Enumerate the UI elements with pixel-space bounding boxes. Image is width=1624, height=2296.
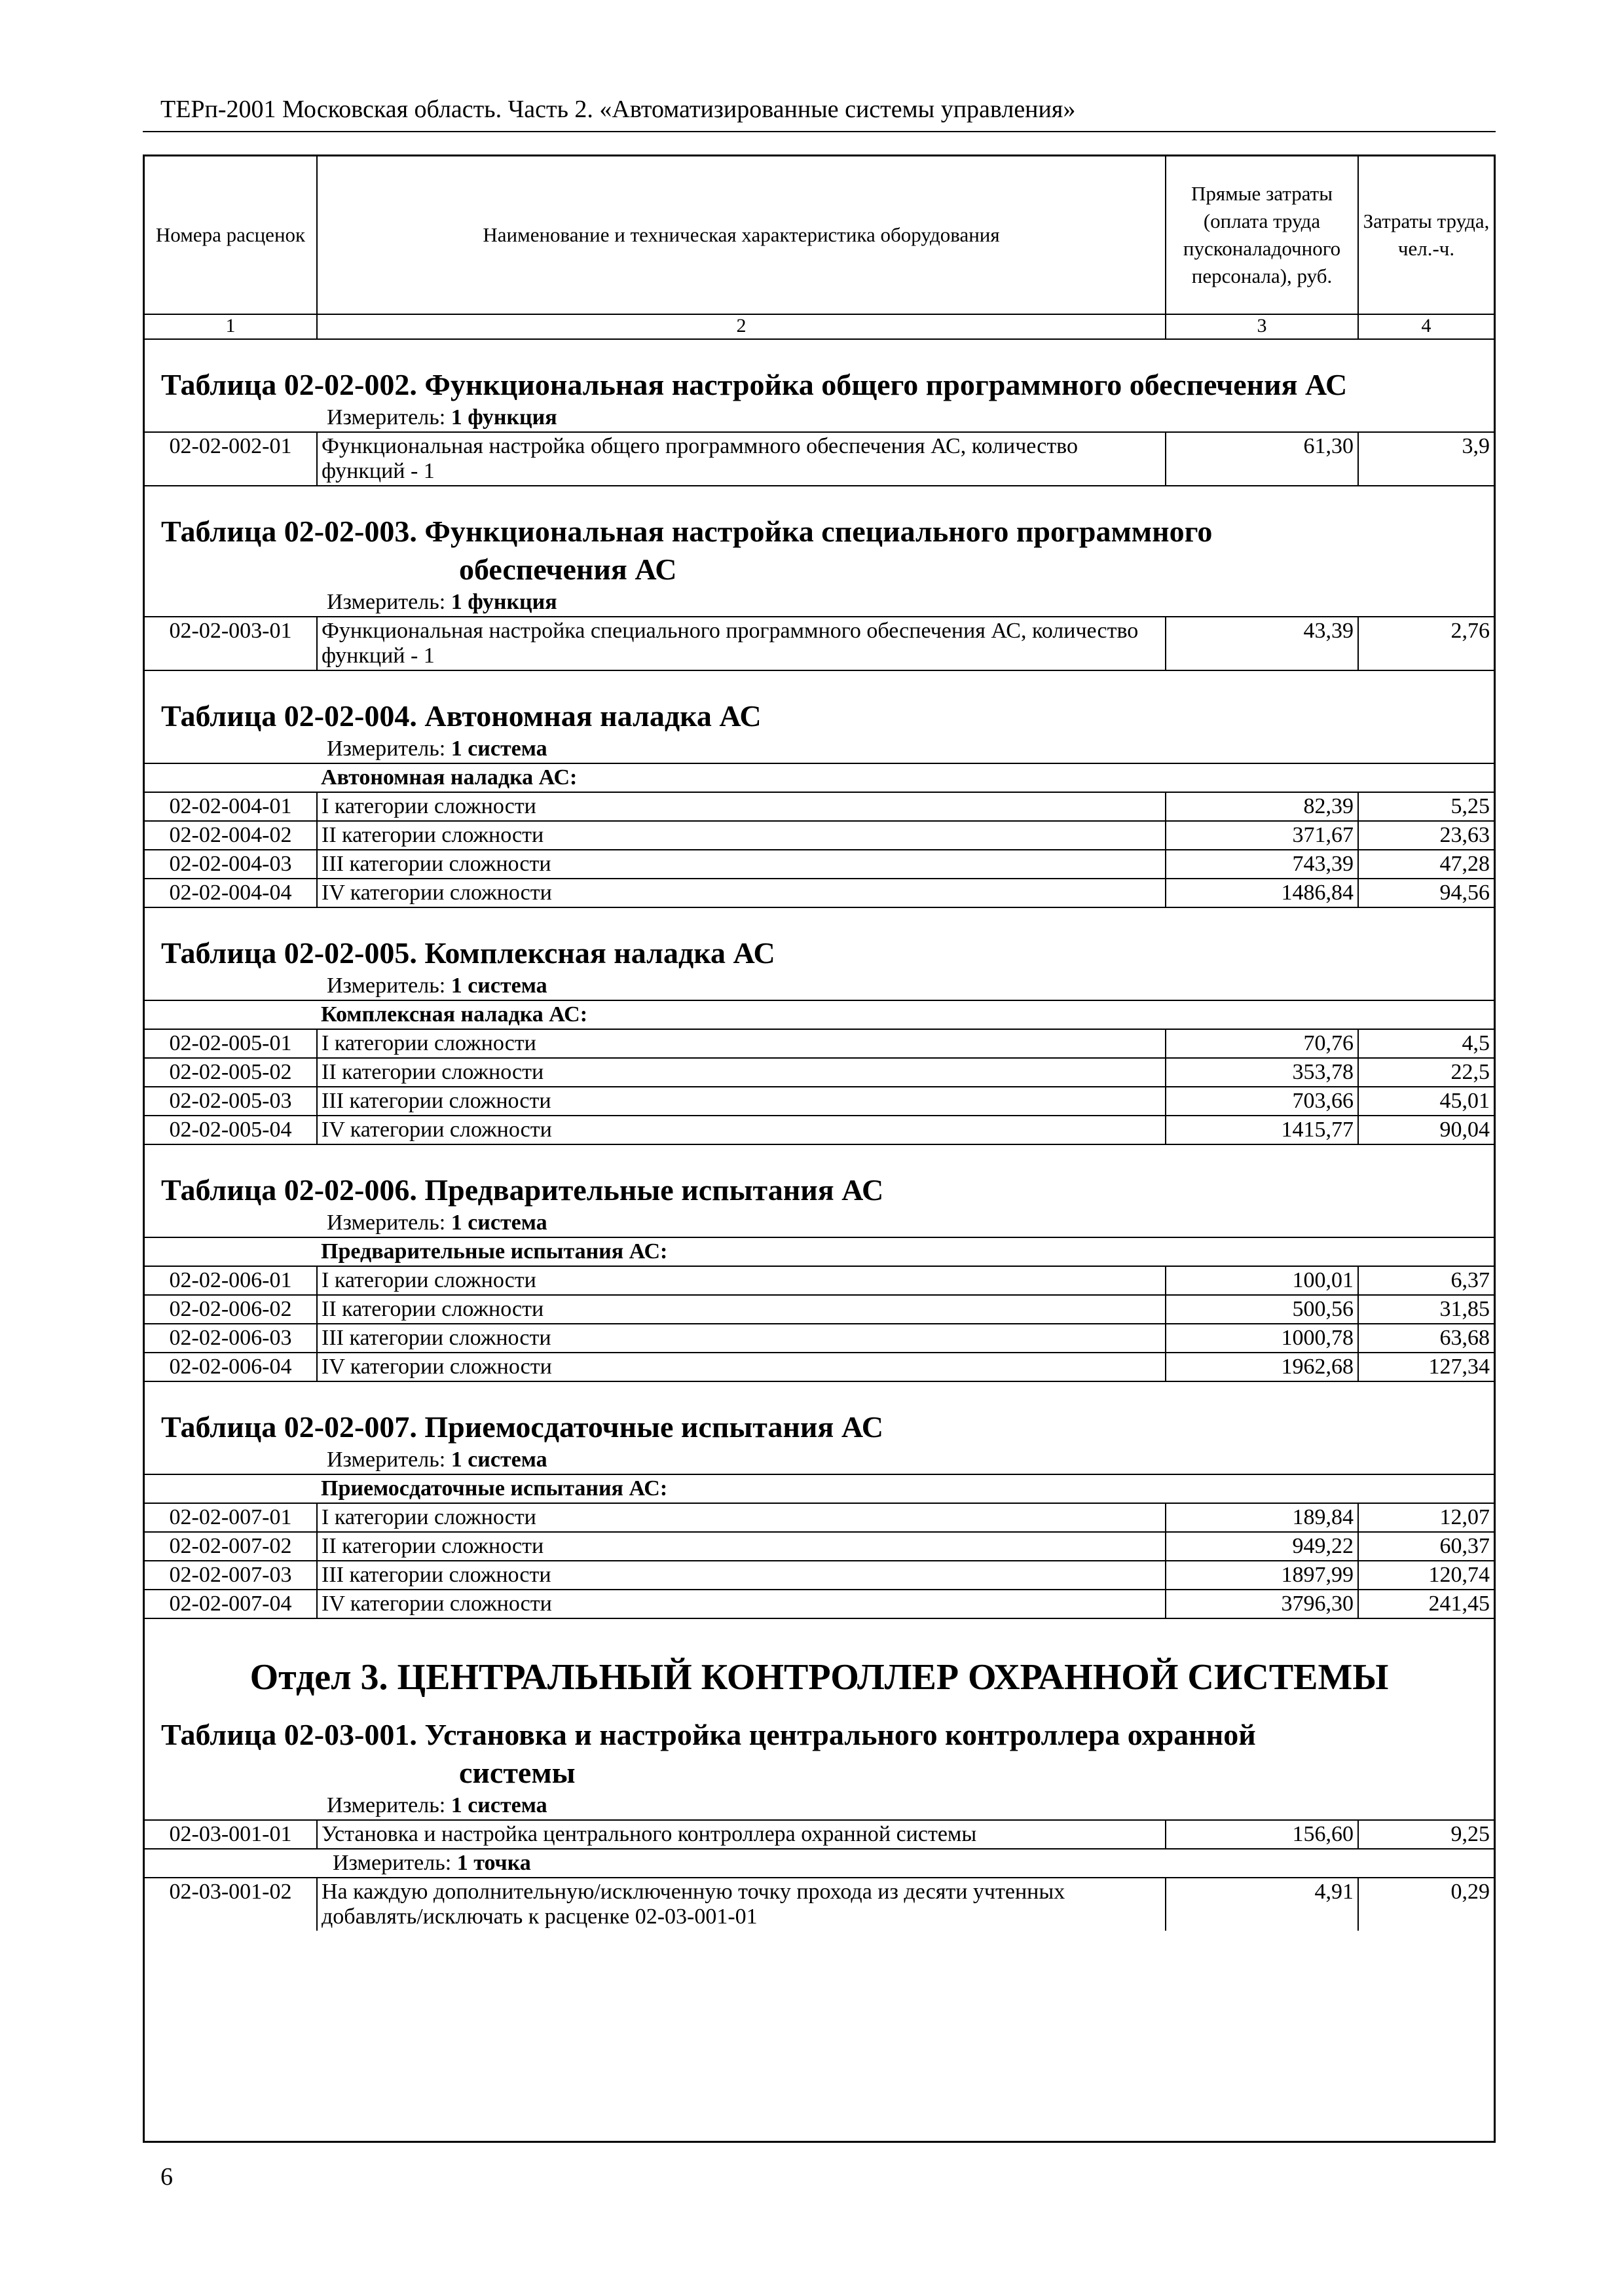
measure-label: Измеритель: (327, 737, 446, 761)
rate-labor: 60,37 (1358, 1532, 1494, 1561)
rate-cost: 4,91 (1166, 1878, 1358, 1931)
subhead-row (145, 1237, 1494, 1266)
rate-cost: 3796,30 (1166, 1590, 1358, 1618)
rate-code: 02-02-006-04 (145, 1353, 317, 1381)
rate-labor: 22,5 (1358, 1058, 1494, 1087)
measure-line (145, 1446, 1494, 1474)
rate-labor: 31,85 (1358, 1295, 1494, 1324)
measure-unit: 1 точка (456, 1851, 531, 1875)
table-row (145, 1590, 1494, 1618)
table-row (145, 1295, 1494, 1324)
rate-labor: 2,76 (1358, 617, 1494, 670)
rate-code: 02-02-003-01 (145, 617, 317, 670)
measure-label: Измеритель: (327, 1793, 446, 1817)
rate-cost: 82,39 (1166, 792, 1358, 821)
col-header-labor: Затраты труда, чел.-ч. (1358, 156, 1494, 314)
rate-cost: 1486,84 (1166, 879, 1358, 907)
col-header-name: Наименование и техническая характеристика оборудования (317, 156, 1166, 314)
table-row (145, 617, 1494, 670)
table-row (145, 1503, 1494, 1532)
rate-labor: 47,28 (1358, 850, 1494, 879)
header-rule (143, 131, 1496, 132)
rate-code: 02-02-006-03 (145, 1324, 317, 1353)
table-row (145, 792, 1494, 821)
rate-name: III категории сложности (317, 1324, 1166, 1353)
rate-code: 02-02-007-03 (145, 1561, 317, 1590)
rate-name: IV категории сложности (317, 1116, 1166, 1144)
group-subhead: Предварительные испытания АС: (317, 1237, 1494, 1266)
rate-name: IV категории сложности (317, 1590, 1166, 1618)
measure-line (145, 1792, 1494, 1819)
rate-code: 02-02-007-04 (145, 1590, 317, 1618)
rate-name: III категории сложности (317, 1087, 1166, 1116)
rate-cost: 100,01 (1166, 1266, 1358, 1295)
table-row (145, 1087, 1494, 1116)
rate-labor: 4,5 (1358, 1029, 1494, 1058)
rate-code: 02-02-006-02 (145, 1295, 317, 1324)
rate-labor: 6,37 (1358, 1266, 1494, 1295)
rate-labor: 241,45 (1358, 1590, 1494, 1618)
measure-label: Измеритель: (327, 974, 446, 998)
table-row (145, 879, 1494, 907)
rate-name: I категории сложности (317, 1503, 1166, 1532)
measure-line (317, 1849, 1494, 1878)
column-number-row (145, 314, 1494, 339)
measure-unit: 1 система (451, 1211, 547, 1235)
rate-code: 02-03-001-02 (145, 1878, 317, 1931)
rate-name: На каждую дополнительную/исключенную точку прохода из десяти учтенных добавлять/исключать к расценке 02-03-001-01 (317, 1878, 1166, 1931)
table-title-row (145, 339, 1494, 432)
table-title: Таблица 02-02-002. Функциональная настройка общего программного обеспечения АС (161, 368, 1348, 401)
measure-unit: 1 система (451, 737, 547, 761)
rate-code: 02-02-005-03 (145, 1087, 317, 1116)
measure-label: Измеритель: (333, 1851, 452, 1875)
col-number: 1 (145, 314, 317, 339)
measure-row (145, 1849, 1494, 1878)
rate-labor: 63,68 (1358, 1324, 1494, 1353)
rate-cost: 500,56 (1166, 1295, 1358, 1324)
group-subhead: Комплексная наладка АС: (317, 1000, 1494, 1029)
rate-name: III категории сложности (317, 850, 1166, 879)
table-row (145, 432, 1494, 486)
measure-unit: 1 система (451, 1448, 547, 1472)
rate-name: I категории сложности (317, 792, 1166, 821)
measure-label: Измеритель: (327, 590, 446, 614)
table-title: Таблица 02-02-004. Автономная наладка АС (161, 699, 762, 733)
group-subhead: Приемосдаточные испытания АС: (317, 1474, 1494, 1503)
measure-label: Измеритель: (327, 1211, 446, 1235)
rate-cost: 1962,68 (1166, 1353, 1358, 1381)
rate-cost: 156,60 (1166, 1820, 1358, 1849)
rate-cost: 1897,99 (1166, 1561, 1358, 1590)
subhead-row (145, 1474, 1494, 1503)
rate-cost: 61,30 (1166, 432, 1358, 486)
rate-code: 02-02-007-01 (145, 1503, 317, 1532)
rate-code: 02-02-006-01 (145, 1266, 317, 1295)
table-title (145, 486, 1494, 589)
rate-name: II категории сложности (317, 1058, 1166, 1087)
table-title-row (145, 907, 1494, 1000)
table-title-line: Таблица 02-02-003. Функциональная настройка специального программного (161, 515, 1213, 548)
group-subhead: Автономная наладка АС: (317, 763, 1494, 792)
measure-line (145, 735, 1494, 763)
rate-labor: 127,34 (1358, 1353, 1494, 1381)
rate-labor: 120,74 (1358, 1561, 1494, 1590)
division-title-row (145, 1618, 1494, 1820)
rate-name: Функциональная настройка специального программного обеспечения АС, количество функций - 1 (317, 617, 1166, 670)
rate-labor: 94,56 (1358, 879, 1494, 907)
rate-labor: 0,29 (1358, 1878, 1494, 1931)
division-title: Отдел 3. ЦЕНТРАЛЬНЫЙ КОНТРОЛЛЕР ОХРАННОЙ СИСТЕМЫ (249, 1657, 1389, 1698)
rate-name: II категории сложности (317, 1532, 1166, 1561)
table-row (145, 1353, 1494, 1381)
rate-name: Функциональная настройка общего программного обеспечения АС, количество функций - 1 (317, 432, 1166, 486)
measure-unit: 1 система (451, 974, 547, 998)
table-title: Таблица 02-02-007. Приемосдаточные испытания АС (161, 1410, 883, 1444)
rate-name: I категории сложности (317, 1029, 1166, 1058)
rate-labor: 45,01 (1358, 1087, 1494, 1116)
table-title: Таблица 02-02-006. Предварительные испытания АС (161, 1173, 884, 1207)
table-title (145, 1707, 1494, 1792)
measure-line (145, 589, 1494, 616)
measure-line (145, 404, 1494, 431)
rate-labor: 23,63 (1358, 821, 1494, 850)
subhead-row (145, 1000, 1494, 1029)
measure-unit: 1 функция (451, 405, 557, 429)
rate-cost: 703,66 (1166, 1087, 1358, 1116)
table-title-row (145, 1144, 1494, 1237)
rate-cost: 371,67 (1166, 821, 1358, 850)
table-title-row (145, 486, 1494, 617)
rate-name: III категории сложности (317, 1561, 1166, 1590)
table-row (145, 1266, 1494, 1295)
table-title-row (145, 1381, 1494, 1474)
table-row (145, 1116, 1494, 1144)
measure-label: Измеритель: (327, 405, 446, 429)
measure-label: Измеритель: (327, 1448, 446, 1472)
column-header-row (145, 156, 1494, 314)
rate-cost: 949,22 (1166, 1532, 1358, 1561)
rate-name: II категории сложности (317, 1295, 1166, 1324)
col-header-cost: Прямые затраты (оплата труда пусконаладочного персонала), руб. (1166, 156, 1358, 314)
measure-line (145, 1209, 1494, 1237)
table-row (145, 1820, 1494, 1849)
rate-name: Установка и настройка центрального контроллера охранной системы (317, 1820, 1166, 1849)
rate-code: 02-02-004-03 (145, 850, 317, 879)
table-row (145, 1532, 1494, 1561)
rate-name: I категории сложности (317, 1266, 1166, 1295)
rate-cost: 1000,78 (1166, 1324, 1358, 1353)
table-title-line: системы (459, 1756, 576, 1789)
rate-cost: 70,76 (1166, 1029, 1358, 1058)
rate-name: IV категории сложности (317, 879, 1166, 907)
page-number: 6 (160, 2163, 173, 2191)
rate-code: 02-02-004-04 (145, 879, 317, 907)
table-row (145, 1058, 1494, 1087)
rate-labor: 12,07 (1358, 1503, 1494, 1532)
table-row (145, 850, 1494, 879)
rate-cost: 43,39 (1166, 617, 1358, 670)
measure-line (145, 972, 1494, 1000)
rate-name: IV категории сложности (317, 1353, 1166, 1381)
rate-code: 02-02-005-02 (145, 1058, 317, 1087)
table-row (145, 1029, 1494, 1058)
rate-code: 02-02-007-02 (145, 1532, 317, 1561)
rate-code: 02-02-004-02 (145, 821, 317, 850)
rate-labor: 5,25 (1358, 792, 1494, 821)
rate-cost: 353,78 (1166, 1058, 1358, 1087)
rate-cost: 189,84 (1166, 1503, 1358, 1532)
table-title: Таблица 02-02-005. Комплексная наладка АС (161, 936, 775, 970)
table-row (145, 1324, 1494, 1353)
rate-code: 02-02-002-01 (145, 432, 317, 486)
running-header: ТЕРп-2001 Московская область. Часть 2. «Автоматизированные системы управления» (160, 96, 1076, 123)
rate-name: II категории сложности (317, 821, 1166, 850)
measure-unit: 1 система (451, 1793, 547, 1817)
col-number: 4 (1358, 314, 1494, 339)
table-title-row (145, 670, 1494, 763)
table-title-line: Таблица 02-03-001. Установка и настройка центрального контроллера охранной (161, 1718, 1256, 1751)
rate-code: 02-02-005-04 (145, 1116, 317, 1144)
rates-table (145, 156, 1494, 1931)
rates-table-frame (143, 155, 1496, 2143)
rate-labor: 9,25 (1358, 1820, 1494, 1849)
table-title-line: обеспечения АС (459, 553, 677, 586)
rate-code: 02-03-001-01 (145, 1820, 317, 1849)
col-number: 2 (317, 314, 1166, 339)
table-row (145, 1878, 1494, 1931)
table-row (145, 1561, 1494, 1590)
rate-cost: 743,39 (1166, 850, 1358, 879)
col-number: 3 (1166, 314, 1358, 339)
rate-code: 02-02-005-01 (145, 1029, 317, 1058)
rate-labor: 90,04 (1358, 1116, 1494, 1144)
rate-cost: 1415,77 (1166, 1116, 1358, 1144)
measure-unit: 1 функция (451, 590, 557, 614)
rate-labor: 3,9 (1358, 432, 1494, 486)
subhead-row (145, 763, 1494, 792)
table-row (145, 821, 1494, 850)
col-header-codes: Номера расценок (145, 156, 317, 314)
rate-code: 02-02-004-01 (145, 792, 317, 821)
